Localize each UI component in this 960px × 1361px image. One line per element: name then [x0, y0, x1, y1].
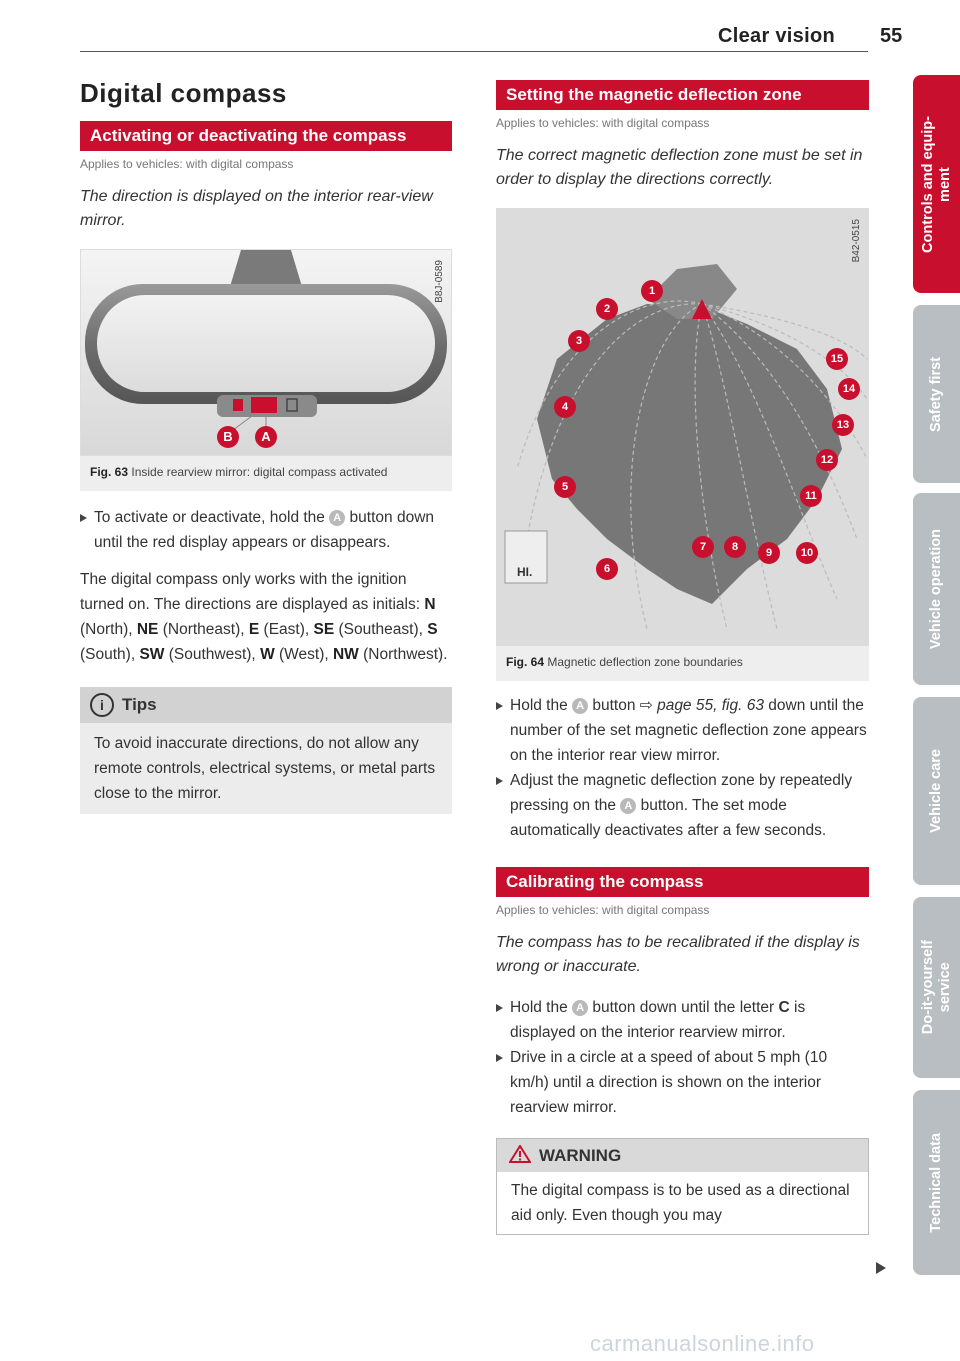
chapter-tab-6[interactable]	[913, 1090, 960, 1275]
caption-text: Magnetic deflection zone boundaries	[547, 655, 743, 669]
zone-label-3: 3	[568, 330, 590, 352]
chapter-tab-4[interactable]	[913, 697, 960, 885]
button-a-symbol: A	[572, 1000, 588, 1016]
zone-label-1: 1	[641, 280, 663, 302]
direction-text: (Northeast),	[162, 621, 245, 638]
zone-label-2: 2	[596, 298, 618, 320]
zone-label-13: 13	[832, 414, 854, 436]
label-a-marker	[255, 426, 277, 448]
direction-text: (South),	[80, 646, 136, 663]
direction-text: (Southwest),	[168, 646, 256, 663]
step-text: down until the number of the set magnetic deflection zone appears on the interior rear view mirror.	[510, 697, 867, 764]
chapter-tab-label: Do-it-yourself service	[919, 940, 953, 1035]
caption-number: Fig. 63	[90, 465, 129, 479]
direction-nw: NW	[332, 646, 359, 663]
figure-code: B42-0515	[851, 219, 862, 263]
step-hold-calibrate	[496, 995, 869, 1045]
step-drive-circle: Drive in a circle at a speed of about 5 mph (10 km/h) until a direction is shown on the interior rearview mirror.	[496, 1045, 869, 1120]
lead-text: The direction is displayed on the interior rear-view mirror.	[80, 188, 433, 229]
inset-label: HI.	[517, 565, 533, 579]
chapter-tab-3[interactable]	[913, 493, 960, 685]
button-a-symbol: A	[620, 798, 636, 814]
lead-text: The correct magnetic deflection zone must be set in order to display the directions correctly.	[496, 147, 863, 188]
step-text: Adjust the magnetic deflection zone by repeatedly pressing on the	[510, 772, 853, 814]
zone-label-4: 4	[554, 396, 576, 418]
zone-label-8: 8	[724, 536, 746, 558]
chapter-tab-label: Safety first	[928, 356, 944, 432]
section-title-deflection: Setting the magnetic deflection zone	[496, 80, 869, 110]
mirror-drawing	[81, 250, 451, 455]
tips-box	[80, 687, 452, 814]
main-title: Digital compass	[80, 78, 287, 108]
tips-text: To avoid inaccurate directions, do not allow any remote controls, electrical systems, or metal parts close to the mirror.	[94, 735, 436, 802]
applies-note: Applies to vehicles: with digital compass	[496, 116, 710, 130]
mirror-illustration	[80, 249, 452, 456]
header-rule	[80, 51, 868, 52]
chapter-tab-1[interactable]	[913, 75, 960, 293]
direction-sw: SW	[139, 646, 165, 663]
zone-label-5: 5	[554, 476, 576, 498]
chapter-tab-label: Technical data	[928, 1132, 944, 1233]
warning-text: The digital compass is to be used as a directional aid only. Even though you may	[511, 1182, 850, 1224]
section-title-calibrate: Calibrating the compass	[496, 867, 869, 897]
page-number: 55	[880, 25, 903, 47]
direction-text: (East),	[263, 621, 310, 638]
direction-text: (Northwest).	[363, 646, 448, 663]
direction-ne: NE	[136, 621, 159, 638]
step-adjust-zone	[496, 768, 869, 843]
chapter-tab-label: Controls and equip- ment	[919, 115, 953, 253]
chapter-tab-5[interactable]	[913, 897, 960, 1078]
button-a-symbol: A	[572, 698, 588, 714]
paragraph-text: The digital compass only works with the ignition turned on. The directions are displayed as initials:	[80, 571, 421, 613]
step-text: Hold the	[510, 697, 568, 714]
zone-label-11: 11	[800, 485, 822, 507]
tips-header	[80, 687, 452, 723]
zone-label-14: 14	[838, 378, 860, 400]
zone-label-9: 9	[758, 542, 780, 564]
direction-w: W	[260, 646, 275, 663]
zone-label-6: 6	[596, 558, 618, 580]
caption-text: Inside rearview mirror: digital compass activated	[131, 465, 388, 479]
zone-label-10: 10	[796, 542, 818, 564]
step-text: is displayed on the interior rearview mirror.	[510, 999, 806, 1041]
button-a-symbol: A	[329, 510, 345, 526]
step-text: button. The set mode automatically deactivates after a few seconds.	[510, 797, 827, 839]
warning-triangle-icon	[509, 1145, 531, 1163]
lead-text: The compass has to be recalibrated if the display is wrong or inaccurate.	[496, 934, 860, 975]
zone-label-15: 15	[826, 348, 848, 370]
page-reference-link[interactable]: ⇨ page 55, fig. 63	[639, 697, 764, 714]
direction-se: SE	[313, 621, 335, 638]
direction-text: (North),	[80, 621, 133, 638]
step-text: button down until the letter	[592, 999, 775, 1016]
figure-code: B8J-0589	[434, 260, 445, 303]
applies-note: Applies to vehicles: with digital compass	[80, 157, 294, 171]
continue-arrow-icon	[876, 1262, 886, 1274]
chapter-tab-label: Vehicle operation	[928, 528, 944, 650]
figure-63-caption	[80, 456, 452, 491]
direction-text: (Southeast),	[338, 621, 423, 638]
right-column	[496, 80, 869, 1235]
warning-box	[496, 1138, 869, 1235]
header-title: Clear vision	[718, 25, 835, 47]
caption-number: Fig. 64	[506, 655, 545, 669]
zone-map-drawing	[497, 209, 868, 645]
label-b-marker	[217, 426, 239, 448]
direction-e: E	[248, 621, 260, 638]
watermark: carmanualsonline.info	[590, 1331, 815, 1356]
warning-header	[497, 1139, 868, 1172]
figure-64	[496, 208, 869, 681]
zone-label-12: 12	[816, 449, 838, 471]
letter-c: C	[778, 999, 790, 1016]
directions-paragraph	[80, 567, 452, 667]
applies-note: Applies to vehicles: with digital compass	[496, 903, 710, 917]
direction-text: (West),	[279, 646, 329, 663]
left-column	[80, 74, 452, 814]
warning-title: WARNING	[539, 1146, 622, 1165]
label-a-text: A	[261, 429, 271, 444]
step-activate	[80, 505, 452, 555]
figure-63	[80, 249, 452, 491]
tips-title: Tips	[122, 695, 157, 714]
step-text: To activate or deactivate, hold the	[94, 509, 325, 526]
direction-s: S	[427, 621, 438, 638]
info-icon: i	[90, 693, 114, 717]
label-b-text: B	[223, 429, 233, 444]
chapter-tab-label: Vehicle care	[928, 749, 944, 833]
section-title-activate: Activating or deactivating the compass	[80, 121, 452, 151]
step-text: Hold the	[510, 999, 568, 1016]
zone-label-7: 7	[692, 536, 714, 558]
step-hold-button	[496, 693, 869, 768]
step-text: button down until the red display appears or disappears.	[94, 509, 435, 551]
chapter-tab-2[interactable]	[913, 305, 960, 483]
deflection-map	[496, 208, 869, 646]
direction-n: N	[424, 596, 436, 613]
step-text: button	[592, 697, 636, 714]
figure-64-caption	[496, 646, 869, 681]
